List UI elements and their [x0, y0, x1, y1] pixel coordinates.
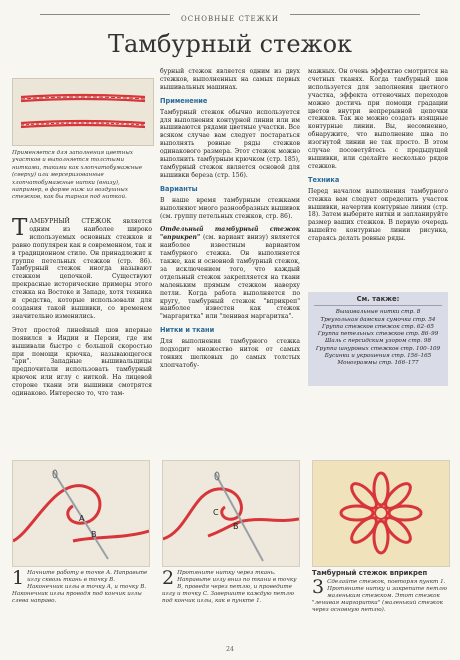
- see-also-box: [308, 292, 448, 386]
- drop-cap: Т: [12, 215, 28, 241]
- running-header: [0, 6, 460, 22]
- step-number: 3: [312, 576, 325, 599]
- stitch-sample-photo: [12, 78, 154, 146]
- step-number: 2: [162, 567, 175, 589]
- column-2: [160, 68, 300, 376]
- detached-chain-term: Отдельный тамбурный стежок "вприкреп": [160, 226, 300, 242]
- needle-loop-illustration-2: [163, 461, 299, 566]
- column-1: [12, 215, 152, 404]
- step-number: 1: [12, 567, 25, 589]
- step-1-illustration: [12, 460, 150, 567]
- point-a-label: A: [79, 514, 85, 523]
- step-text: Протяните нитку через ткань. Направьте иглу вниз по ткани в точку B, проведя через петлю, и проведите иглу и точку C. Завершите каждую петлю под кончик иглы, как в пункте 1.: [162, 570, 297, 605]
- variants-paragraph-2: [160, 226, 300, 321]
- variants-paragraph-1: В наше время тамбурным стежками выполняют много разнообразных вышивок (см. группу петельных стежков, стр. 86).: [160, 196, 300, 220]
- point-b-label: B: [91, 530, 97, 539]
- column-3-paragraph: мажных. Он очень эффектно смотрится на счетных тканях. Когда тамбурный шов используется для заполнения цветного участка, эффекта оттеночных переходов можно достичь при помощи градации цветов внутри непрерывной цепочки стежков. Так же можно создать изящные контурные линии. Вы, несомненно, обнаружите, что выполнение шва по изогнутой линии не так просто. В этом случае посоветуйтесь с предыдущей вышивки, или сделайте несколько рядов стежков.: [308, 68, 448, 170]
- threads-paragraph: Для выполнения тамбурного стежка подходит множество ниток от самых тонких шелковых до самых толстых хлопчатобу-: [160, 338, 300, 369]
- use-paragraph: Тамбурный стежок обычно используется для выполнения контурной линии или им вышиваются рядами цветные участки. Все всяком случае вам следует постараться выполнять ровные ряды стежков одинакового размера. Этот стежок можно выполнить тамбурным крючком (стр. 185), тамбурный стежок является основой для вышивки береза (стр. 156).: [160, 108, 300, 179]
- photo-caption: Применяется для заполнения цветных участков и выполняется толстыми нитками, такими как хлопчатобумажные (сверху) или мерсеризованные хлопчатобумажные нитки (внизу), например, в форме ниж из воздушных стежков, как бы тарная под ниткой.: [12, 150, 143, 201]
- see-also-item[interactable]: Бусинки и украшения стр. 156–165: [324, 353, 432, 360]
- step-3-illustration: [312, 460, 450, 567]
- point-c-label: C: [213, 508, 219, 517]
- header-rule-right: [290, 14, 420, 15]
- step-2-illustration: [162, 460, 300, 567]
- header-rule-left: [40, 14, 170, 15]
- step-text: Сделайте стежок, повторяя пункт 1. Протяните нитку и закрепите петлю маленьким стежком. Этот стежок "ленивая маргаритка" (маленький стежок через основную петлю).: [312, 579, 447, 614]
- section-name: ОСНОВНЫЕ СТЕЖКИ: [181, 15, 279, 23]
- step-1-caption: [12, 567, 148, 605]
- step-text: Начните работу в точке A. Направьте иглу сквозь ткань в точку B. Наконечник иглы в точку A, и точку B. Наконечник иглы проводя под кончик иглы слева направо.: [12, 570, 148, 605]
- continued-paragraph: бурный стежок является одним из двух стежков, выполненных на самых первых вышивальных машинах.: [160, 68, 300, 91]
- heading-variants: Варианты: [160, 184, 198, 193]
- page-title: Тамбурный стежок: [107, 30, 353, 58]
- intro-paragraph: [12, 215, 152, 321]
- step-3-caption: [312, 570, 448, 615]
- heading-threads: Нитки и ткани: [160, 326, 215, 335]
- point-b-label: B: [233, 522, 239, 531]
- see-also-item[interactable]: Монограммы стр. 166–177: [337, 360, 419, 367]
- lazy-daisy-flower-illustration: [313, 461, 449, 566]
- see-also-item[interactable]: Шаль с персидским узором стр. 98: [325, 338, 431, 345]
- see-also-item[interactable]: Группа стежков стежок стр. 62–65: [322, 323, 434, 330]
- see-also-item[interactable]: Вышивальные нитки стр. 8: [335, 309, 421, 316]
- intro-text: АМБУРНЫЙ СТЕЖОК является одним из наиболее широко используемых основных стежков и равно популярен как в современном, так и в традиционном стиле. Он принадлежит к группе петельных стежков (стр. 86). Тамбурный стежок иногда называют стежком цепочкой. Существуют прекрасные исторические примеры этого стежка на Востоке и Западе, хотя техника и средства, которые использовали для создания такой вышивки, со временем значительно изменились.: [12, 218, 152, 320]
- see-also-title: См. также:: [356, 295, 400, 303]
- history-paragraph: Этот простой линейный шов впервые появился в Индии и Персии, где им вышивали быстро с большой скоростью при помощи крючка, называющегося "ари". Западные вышивальщицы предпочитали использовать тамбурный крючок или иглу с ниткой. На лицевой стороне ткани эти вышивки смотрятся одинаково. Интересно то, что там-: [12, 326, 152, 398]
- see-also-rule: [314, 305, 442, 306]
- page-number: 24: [226, 646, 234, 653]
- step-2-caption: [162, 567, 298, 605]
- heading-use: Применение: [160, 96, 208, 105]
- column-3: [308, 68, 448, 249]
- see-also-item[interactable]: Треугольная дамская сумочка стр. 54: [320, 316, 436, 323]
- variant-title: Тамбурный стежок вприкреп: [312, 569, 428, 577]
- technique-paragraph: Перед началом выполнения тамбурного стежка вам следует определить участок вышивки, начертив контурные линии (стр. 18). Затем выберите нитки и запланируйте размер ваших стежков. В первую очередь вышейте контурные линии рисунка, стараясь делать ровные ряды.: [308, 187, 448, 243]
- variants-text: (см. вариант внизу) является наиболее известным вариантом тамбурного стежка. Он выполняется также, как и основной тамбурный стежок, за исключением того, что каждый отдельный стежок закрепляется на ткани маленьким прямым стежком наверху петли. Когда работа выполняется по кругу, тамбурный стежок "вприкреп" наиболее известен как стежок "маргаритка" или "ленивая маргаритка".: [160, 234, 301, 321]
- heading-technique: Техника: [308, 175, 340, 184]
- see-also-item[interactable]: Группа шнуровых стежков стр. 100–109: [315, 345, 441, 352]
- see-also-item[interactable]: Группа петельных стежков стр. 86–99: [317, 331, 439, 338]
- chain-stitch-rows-image: [13, 79, 153, 145]
- needle-loop-illustration-1: [13, 461, 149, 566]
